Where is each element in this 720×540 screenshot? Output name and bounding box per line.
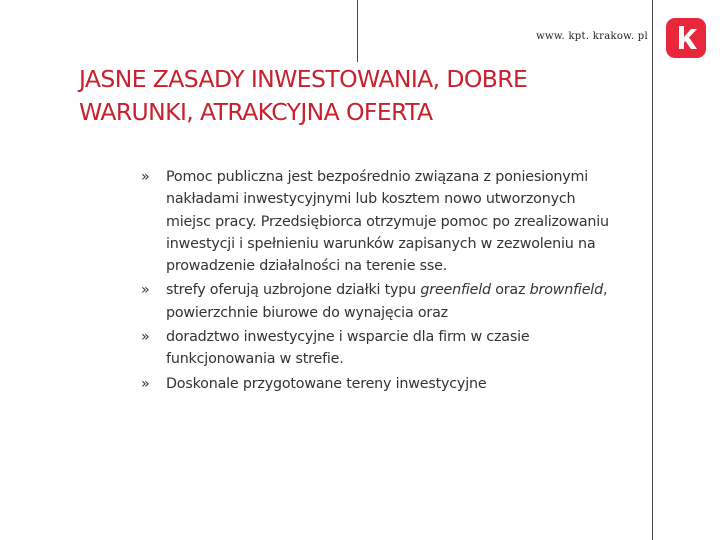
bullet-text: doradztwo inwestycyjne i wsparcie dla firm w czasie funkcjonowania w strefie. (166, 329, 530, 368)
kpt-logo[interactable] (666, 18, 706, 58)
divider-line-left (357, 0, 358, 62)
k-letter-icon (666, 18, 706, 58)
bullet-text: Doskonale przygotowane tereny inwestycyjne (166, 375, 487, 392)
list-item (141, 326, 611, 371)
slide-title (79, 63, 639, 129)
bullet-text-part: oraz (490, 282, 530, 299)
bullet-list (141, 166, 611, 397)
list-item (141, 166, 611, 277)
bullet-marker: » (141, 282, 150, 299)
title-line-1: JASNE ZASADY INWESTOWANIA, DOBRE (79, 65, 528, 93)
title-line-2: WARUNKI, ATRAKCYJNA OFERTA (79, 98, 433, 126)
list-item (141, 279, 611, 324)
website-url[interactable]: www. kpt. krakow. pl (536, 31, 648, 42)
divider-line-right (652, 0, 653, 540)
bullet-italic-term: greenfield (420, 282, 491, 299)
bullet-marker: » (141, 375, 150, 392)
list-item (141, 373, 611, 395)
bullet-text-part: , powierzchnie biurowe do wynajęcia oraz (166, 282, 608, 321)
bullet-marker: » (141, 169, 150, 185)
bullet-text-part: strefy oferują uzbrojone działki typu (166, 282, 421, 299)
bullet-marker: » (141, 329, 150, 346)
bullet-italic-term: brownfield (529, 282, 603, 299)
bullet-text: Pomoc publiczna jest bezpośrednio związana z poniesionymi nakładami inwestycyjnymi lub kosztem nowo utworzonych miejsc pracy. Przedsiębiorca otrzymuje pomoc po zrealizowaniu inwestycji i spełnieniu warunków zapisanych w zezwoleniu na prowadzenie działalności na terenie sse. (166, 169, 609, 275)
